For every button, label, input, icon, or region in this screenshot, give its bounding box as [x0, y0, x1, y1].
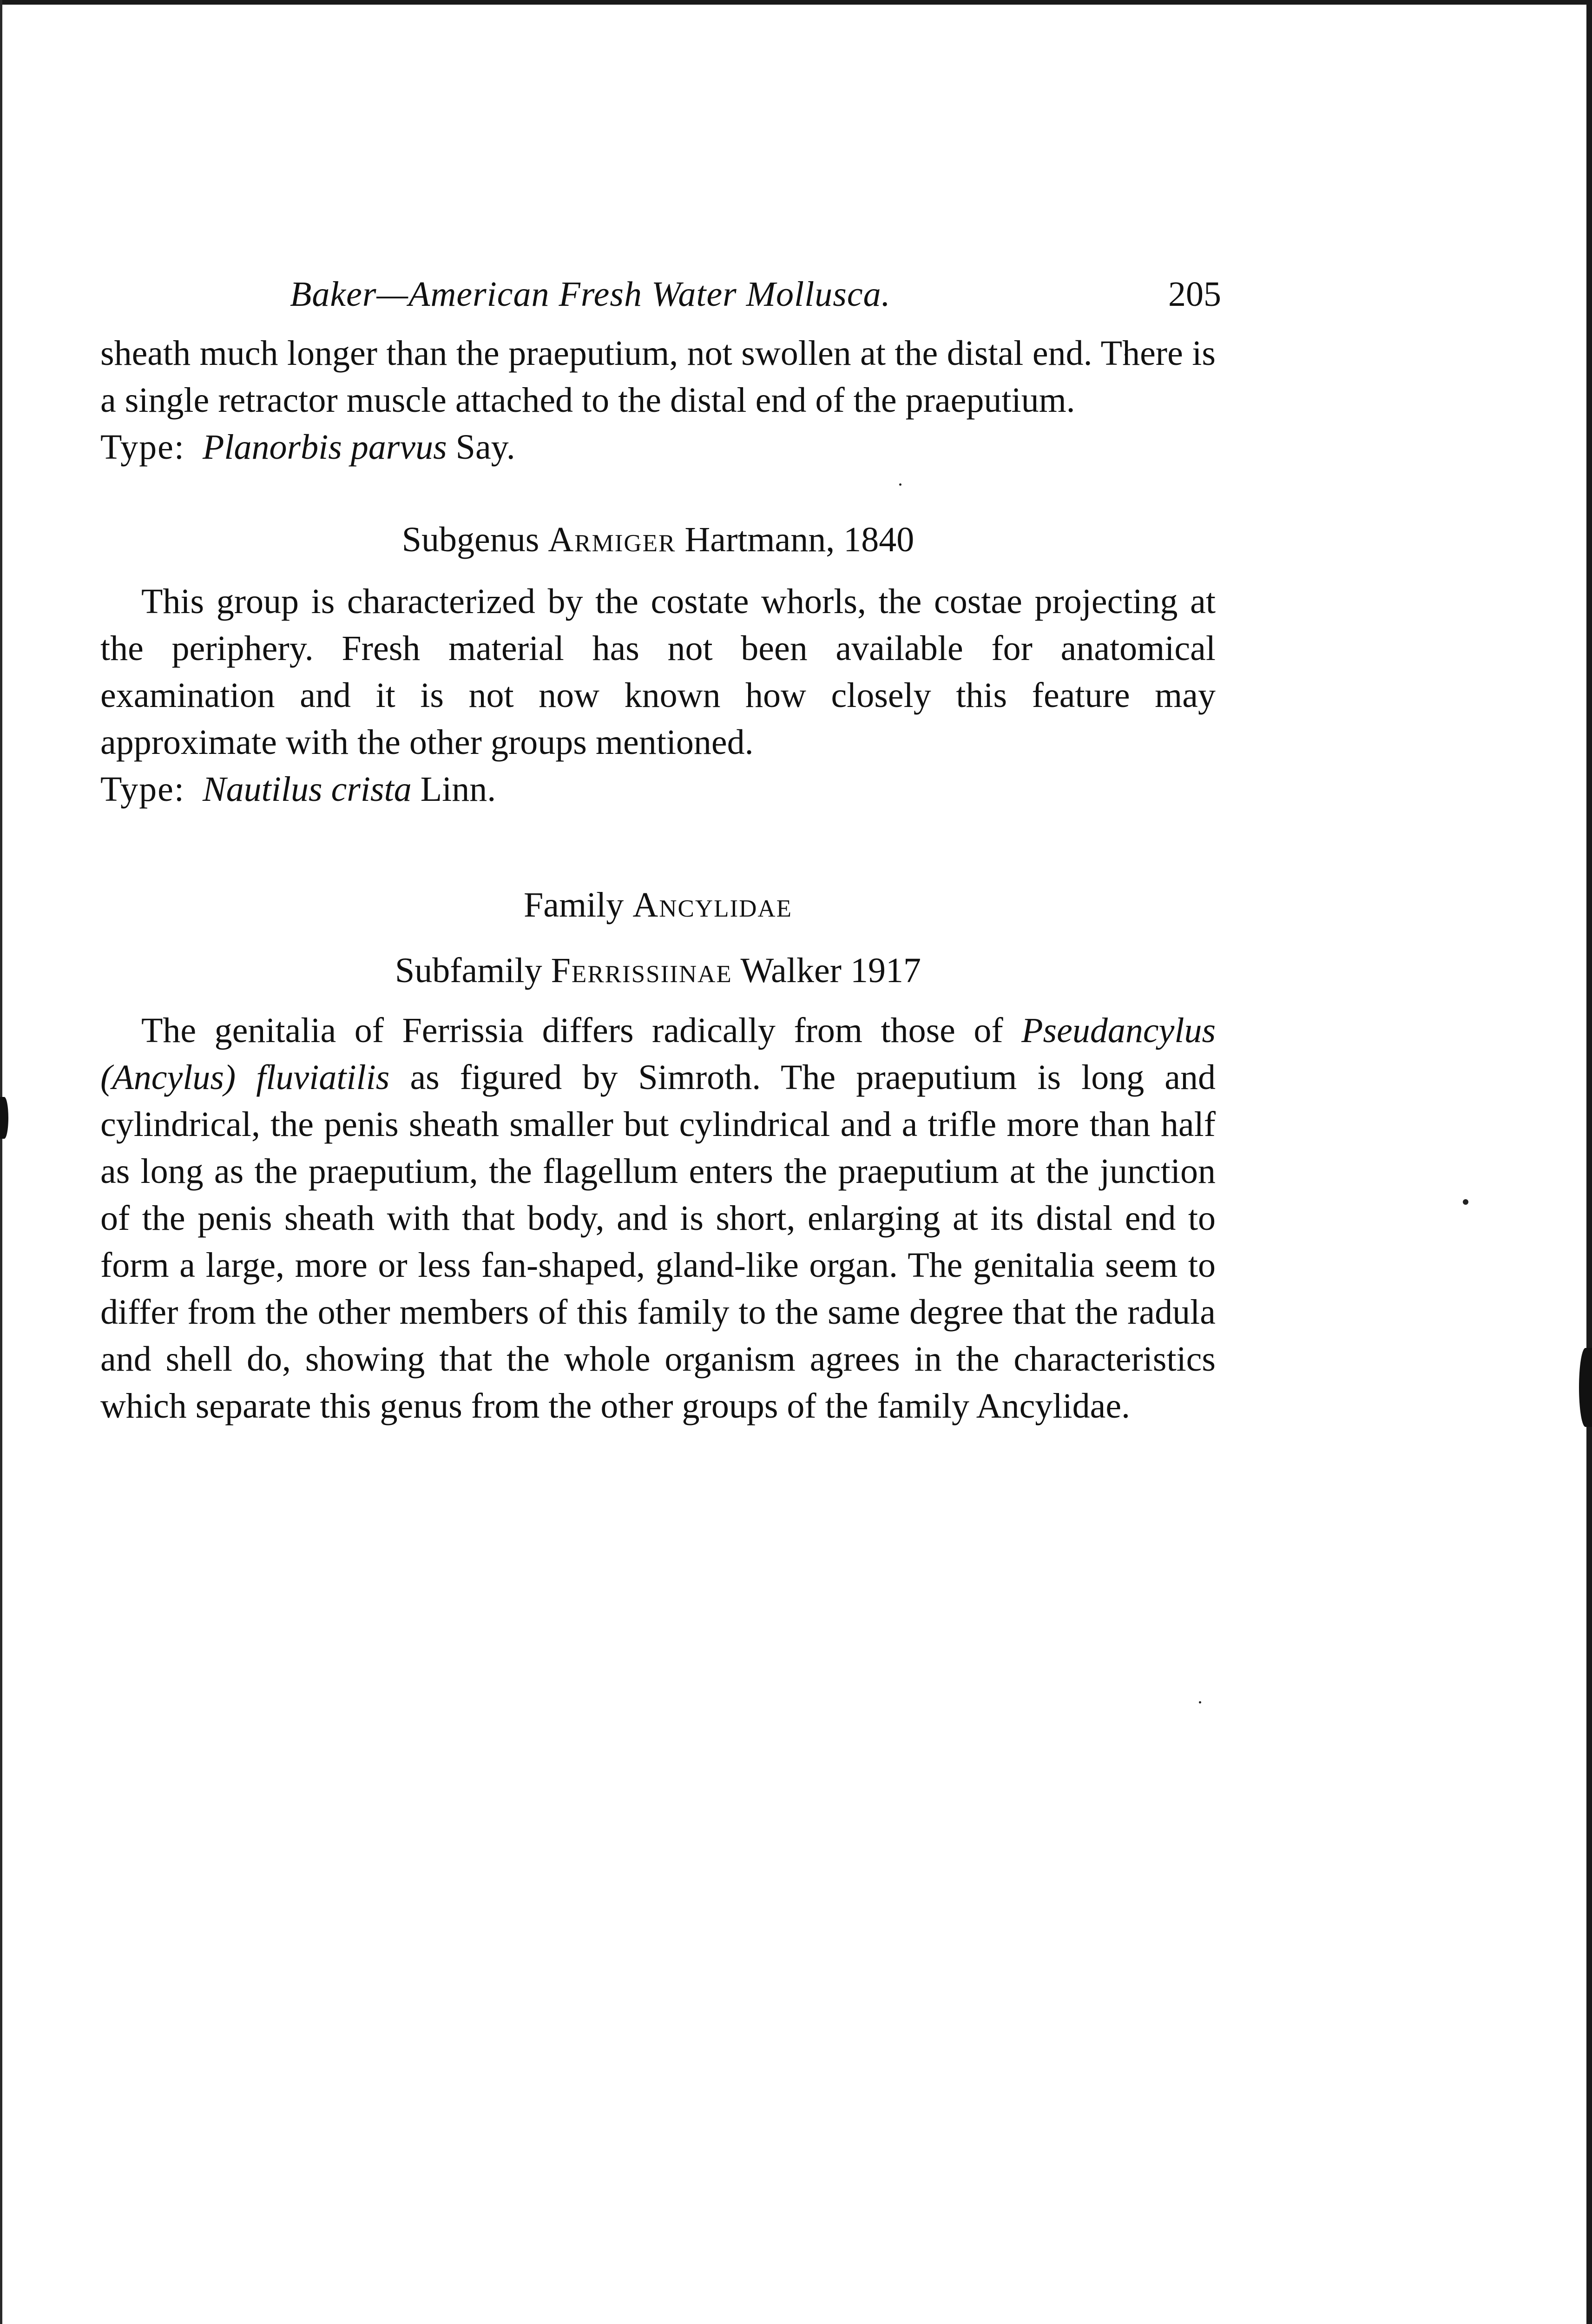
scan-border-left — [0, 0, 2, 2324]
heading-prefix: Subgenus — [401, 520, 539, 559]
subfamily-name: Ferrissiinae — [551, 951, 732, 990]
type-species-name: Planorbis parvus — [202, 428, 447, 467]
text-segment: as figured by Simroth. The praeputium is long and cylindrical, the penis sheath smaller but cylindrical and a trifle more than half as long as the praeputium, the flagellum enters the praeputium at the junction of the penis sheath with that body, and is short, enlarging at its distal end to form a large, more or less fan-shaped, gland-like organ. The genitalia seem to differ from the other members of this family to the same degree that the radula and shell do, showing that the whole organism agrees in the characteristics which separate this genus from the other groups of the family Ancylidae. — [100, 1058, 1216, 1426]
subfamily-heading — [100, 947, 1216, 994]
type-species-author: Linn. — [420, 770, 496, 809]
running-head-title: Baker—American Fresh Water Mollusca. — [290, 275, 891, 314]
body-paragraph — [100, 1007, 1216, 1430]
family-name: Ancylidae — [632, 885, 793, 924]
subgenus-author: Hartmann, 1840 — [684, 520, 914, 559]
type-species-line — [100, 424, 1216, 471]
subgenus-heading — [100, 516, 1216, 563]
scan-border-top — [0, 0, 1592, 5]
book-page — [100, 274, 1221, 1430]
scan-edge-mark — [1579, 1348, 1592, 1427]
type-label: Type: — [100, 770, 185, 809]
running-head — [100, 274, 1221, 330]
type-species-line — [100, 766, 1216, 813]
scan-edge-mark — [0, 1097, 8, 1139]
scan-border-right — [1586, 0, 1592, 2324]
scan-speck — [1199, 1701, 1201, 1703]
subgenus-name: Armiger — [548, 520, 676, 559]
type-species-name: Nautilus crista — [202, 770, 412, 809]
species-name: Pseudancylus (Ancylus) fluviatilis — [100, 1011, 1216, 1097]
heading-prefix: Subfamily — [395, 951, 542, 990]
scan-speck — [1463, 1199, 1468, 1205]
body-paragraph: sheath much longer than the praeputium, not swollen at the distal end. There is a single retractor muscle attached to the distal end of the praeputium. — [100, 334, 1216, 420]
heading-prefix: Family — [523, 885, 624, 924]
subfamily-author: Walker 1917 — [740, 951, 921, 990]
page-number: 205 — [1168, 275, 1221, 314]
type-species-author: Say. — [455, 428, 515, 467]
type-label: Type: — [100, 428, 185, 467]
family-heading — [100, 882, 1216, 929]
text-segment: The genitalia of Ferrissia differs radically from those of — [141, 1011, 1003, 1050]
body-paragraph: This group is characterized by the costate whorls, the costae projecting at the periphery. Fresh material has not been available for anatomical examination and it is not now known how closely this feature may approximate with the other groups mentioned. — [100, 582, 1216, 762]
